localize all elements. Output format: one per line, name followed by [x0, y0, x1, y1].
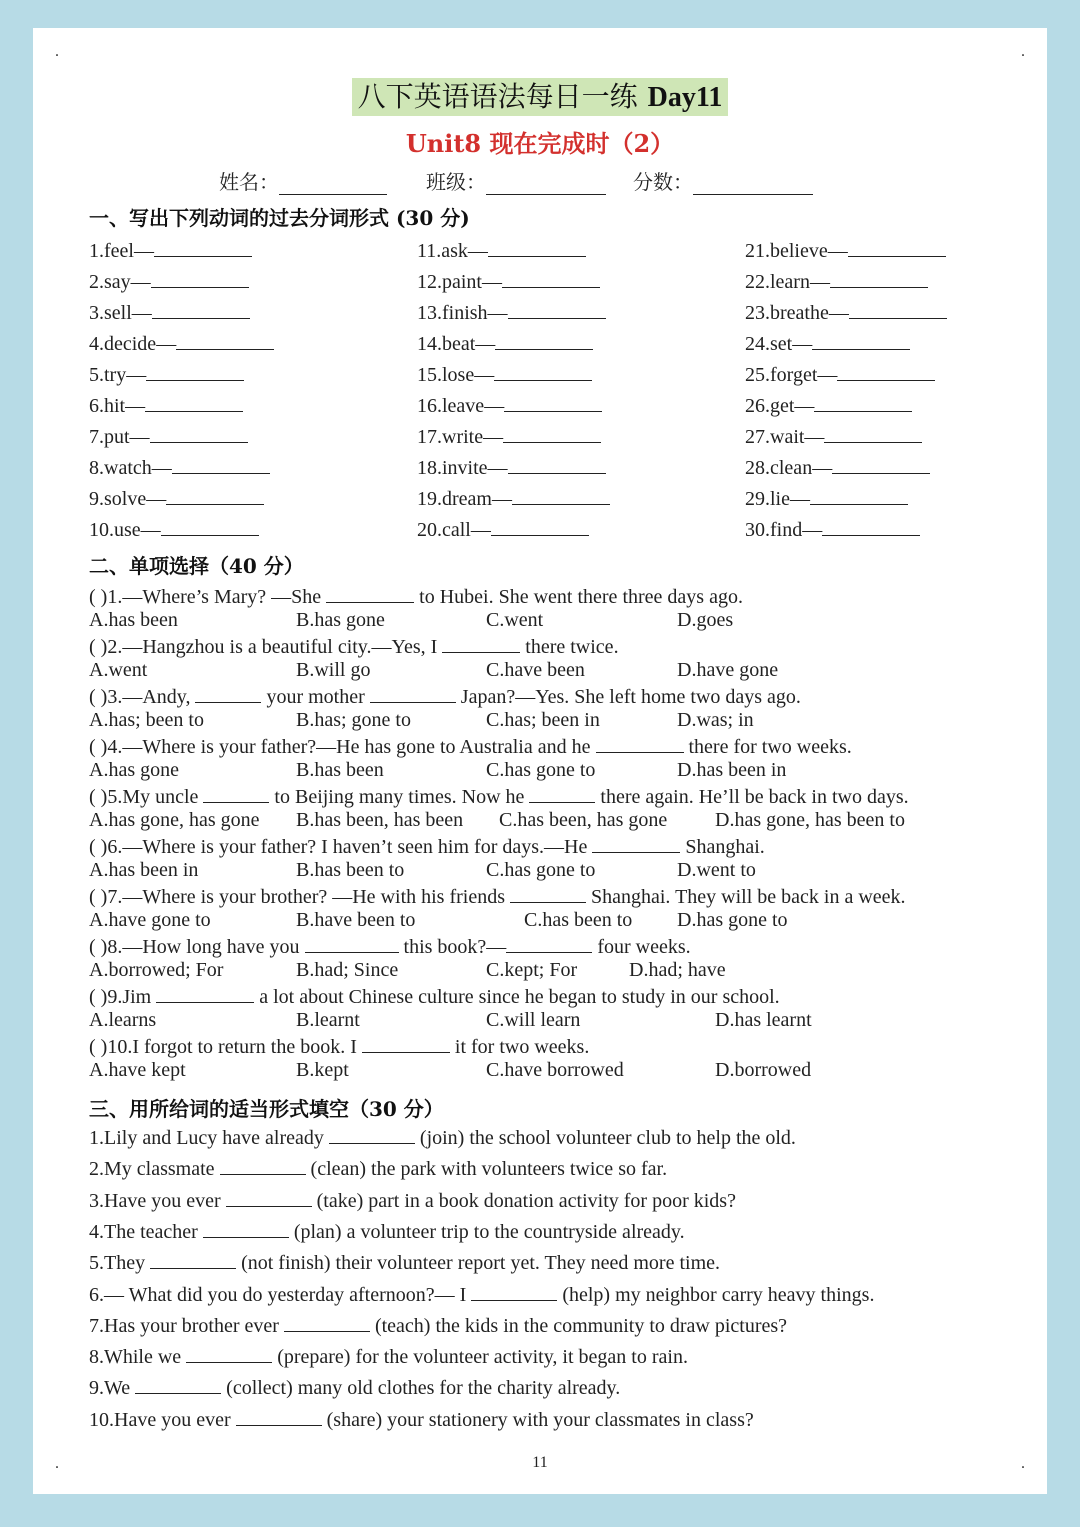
- question-text: ( )8.—How long have you: [89, 936, 305, 958]
- verb-item: [417, 299, 606, 326]
- question-row: [89, 883, 906, 910]
- answer-option[interactable]: C.has; been in: [486, 709, 600, 731]
- score-field[interactable]: [633, 166, 813, 194]
- verb-label: 9.solve—: [89, 488, 167, 510]
- question-text: Shanghai.: [680, 836, 765, 858]
- corner-dot: .: [1021, 1455, 1025, 1472]
- verb-item: [417, 330, 593, 357]
- question-row: [89, 783, 909, 810]
- verb-item: [417, 361, 592, 388]
- answer-option[interactable]: B.has been to: [296, 859, 405, 881]
- answer-blank[interactable]: [812, 330, 910, 350]
- answer-option[interactable]: A.learns: [89, 1009, 157, 1031]
- answer-blank[interactable]: [504, 392, 602, 412]
- answer-option[interactable]: D.went to: [677, 859, 756, 881]
- question-row: [89, 833, 765, 860]
- verb-item: [745, 516, 920, 543]
- fill-in-text: (teach) the kids in the community to draw pictures?: [369, 1314, 788, 1337]
- verb-label: 22.learn—: [745, 271, 830, 293]
- verb-item: [89, 237, 252, 264]
- fill-in-row: [89, 1249, 720, 1277]
- verb-label: 5.try—: [89, 364, 147, 386]
- answer-option[interactable]: C.has gone to: [486, 859, 596, 881]
- question-row: [89, 733, 852, 760]
- verb-item: [89, 330, 274, 357]
- answer-blank[interactable]: [848, 237, 946, 257]
- corner-dot: .: [1021, 43, 1025, 60]
- verb-label: 4.decide—: [89, 333, 177, 355]
- fill-in-text: 6.— What did you do yesterday afternoon?— I: [89, 1283, 472, 1306]
- verb-label: 13.finish—: [417, 302, 508, 324]
- verb-item: [89, 516, 259, 543]
- answer-option[interactable]: C.has gone to: [486, 759, 596, 781]
- question-text: ( )9.Jim: [89, 986, 157, 1008]
- answer-blank[interactable]: [508, 454, 606, 474]
- question-text: ( )5.My uncle: [89, 786, 204, 808]
- answer-blank[interactable]: [135, 1374, 221, 1394]
- title-day: Day11: [647, 82, 723, 113]
- fill-in-text: 3.Have you ever: [89, 1189, 226, 1212]
- verb-item: [417, 516, 589, 543]
- question-text: ( )3.—Andy,: [89, 686, 196, 708]
- fill-in-text: (collect) many old clothes for the charity already.: [221, 1377, 621, 1400]
- answer-blank[interactable]: [503, 423, 601, 443]
- question-text: Shanghai. They will be back in a week.: [586, 886, 906, 908]
- question-text: to Hubei. She went there three days ago.: [414, 586, 743, 608]
- answer-option[interactable]: C.has been, has gone: [499, 809, 668, 831]
- corner-dot: .: [55, 43, 59, 60]
- answer-option[interactable]: A.has gone, has gone: [89, 809, 260, 831]
- verb-item: [89, 454, 270, 481]
- verb-label: 3.sell—: [89, 302, 152, 324]
- answer-option[interactable]: B.learnt: [296, 1009, 360, 1031]
- answer-blank[interactable]: [491, 516, 589, 536]
- verb-item: [417, 485, 610, 512]
- answer-blank[interactable]: [151, 268, 249, 288]
- fill-in-text: 5.They: [89, 1252, 151, 1275]
- fill-in-text: (clean) the park with volunteers twice so far.: [305, 1158, 668, 1181]
- page-title: [352, 78, 729, 116]
- answer-blank[interactable]: [220, 1155, 306, 1175]
- answer-blank[interactable]: [362, 1033, 450, 1053]
- question-row: [89, 933, 691, 960]
- fill-in-text: 2.My classmate: [89, 1158, 220, 1181]
- section3-title: 三、用所给词的适当形式填空（30 分）: [89, 1097, 444, 1121]
- answer-option[interactable]: D.had; have: [629, 959, 726, 981]
- verb-item: [89, 423, 248, 450]
- score-label: 分数：: [633, 170, 693, 194]
- answer-blank[interactable]: [150, 1249, 236, 1269]
- answer-blank[interactable]: [506, 933, 592, 953]
- answer-blank[interactable]: [176, 330, 274, 350]
- verb-label: 14.beat—: [417, 333, 496, 355]
- verb-label: 30.find—: [745, 519, 823, 541]
- answer-blank[interactable]: [488, 237, 586, 257]
- answer-blank[interactable]: [195, 683, 261, 703]
- fill-in-text: 10.Have you ever: [89, 1408, 236, 1431]
- answer-option[interactable]: A.has; been to: [89, 709, 204, 731]
- answer-option[interactable]: A.have kept: [89, 1059, 186, 1081]
- fill-in-text: (help) my neighbor carry heavy things.: [557, 1283, 875, 1306]
- worksheet-page: [33, 28, 1047, 1494]
- fill-in-row: [89, 1218, 685, 1246]
- fill-in-row: [89, 1281, 874, 1309]
- answer-option[interactable]: C.will learn: [486, 1009, 581, 1031]
- answer-option[interactable]: D.borrowed: [715, 1059, 812, 1081]
- answer-option[interactable]: C.has been to: [524, 909, 633, 931]
- answer-blank[interactable]: [370, 683, 456, 703]
- answer-option[interactable]: D.has gone to: [677, 909, 788, 931]
- verb-label: 25.forget—: [745, 364, 838, 386]
- question-text: Japan?—Yes. She left home two days ago.: [455, 686, 801, 708]
- fill-in-text: 7.Has your brother ever: [89, 1314, 284, 1337]
- page-number: 11: [532, 1454, 548, 1471]
- answer-blank[interactable]: [154, 237, 252, 257]
- question-text: four weeks.: [592, 936, 691, 958]
- answer-blank[interactable]: [161, 516, 259, 536]
- fill-in-row: [89, 1155, 667, 1183]
- fill-in-row: [89, 1124, 796, 1152]
- answer-blank[interactable]: [502, 268, 600, 288]
- answer-option[interactable]: B.kept: [296, 1059, 349, 1081]
- verb-item: [417, 392, 602, 419]
- verb-label: 1.feel—: [89, 240, 154, 262]
- verb-label: 18.invite—: [417, 457, 508, 479]
- verb-label: 27.wait—: [745, 426, 825, 448]
- answer-option[interactable]: D.has learnt: [715, 1009, 812, 1031]
- verb-label: 17.write—: [417, 426, 504, 448]
- name-label: 姓名：: [219, 170, 279, 194]
- verb-item: [745, 392, 912, 419]
- verb-label: 29.lie—: [745, 488, 810, 510]
- verb-item: [417, 454, 606, 481]
- fill-in-text: (plan) a volunteer trip to the countryside already.: [288, 1220, 685, 1243]
- answer-blank[interactable]: [150, 423, 248, 443]
- answer-blank[interactable]: [471, 1281, 557, 1301]
- fill-in-text: (take) part in a book donation activity for poor kids?: [311, 1189, 736, 1212]
- answer-option[interactable]: A.has gone: [89, 759, 179, 781]
- answer-blank[interactable]: [226, 1187, 312, 1207]
- fill-in-text: 8.While we: [89, 1346, 187, 1369]
- question-text: a lot about Chinese culture since he began to study in our school.: [254, 986, 780, 1008]
- answer-option[interactable]: D.was; in: [677, 709, 754, 731]
- answer-option[interactable]: D.has been in: [677, 759, 787, 781]
- fill-in-text: 9.We: [89, 1377, 136, 1400]
- answer-option[interactable]: A.has been in: [89, 859, 199, 881]
- verb-label: 26.get—: [745, 395, 815, 417]
- answer-blank[interactable]: [495, 330, 593, 350]
- answer-option[interactable]: A.went: [89, 659, 148, 681]
- verb-item: [745, 268, 928, 295]
- answer-blank[interactable]: [508, 299, 606, 319]
- answer-option[interactable]: C.kept; For: [486, 959, 578, 981]
- fill-in-row: [89, 1343, 688, 1371]
- verb-item: [745, 299, 947, 326]
- verb-label: 7.put—: [89, 426, 150, 448]
- answer-option[interactable]: D.has gone, has been to: [715, 809, 905, 831]
- answer-option[interactable]: B.will go: [296, 659, 371, 681]
- fill-in-text: 4.The teacher: [89, 1220, 203, 1243]
- answer-option[interactable]: D.have gone: [677, 659, 779, 681]
- question-text: it for two weeks.: [449, 1036, 590, 1058]
- section1-title: 一、写出下列动词的过去分词形式 (30 分): [89, 206, 470, 230]
- verb-label: 20.call—: [417, 519, 491, 541]
- answer-blank[interactable]: [442, 633, 520, 653]
- answer-blank[interactable]: [810, 485, 908, 505]
- answer-option[interactable]: C.went: [486, 609, 544, 631]
- verb-item: [89, 361, 244, 388]
- fill-in-text: (not finish) their volunteer report yet. They need more time.: [236, 1252, 721, 1275]
- question-row: [89, 683, 801, 710]
- answer-blank[interactable]: [156, 983, 254, 1003]
- question-text: ( )2.—Hangzhou is a beautiful city.—Yes, I: [89, 636, 443, 658]
- class-blank[interactable]: [486, 173, 606, 195]
- answer-blank[interactable]: [284, 1312, 370, 1332]
- answer-blank[interactable]: [326, 583, 414, 603]
- answer-option[interactable]: A.has been: [89, 609, 178, 631]
- question-row: [89, 583, 743, 610]
- verb-item: [417, 237, 586, 264]
- verb-label: 8.watch—: [89, 457, 172, 479]
- answer-blank[interactable]: [849, 299, 947, 319]
- answer-blank[interactable]: [837, 361, 935, 381]
- answer-blank[interactable]: [592, 833, 680, 853]
- answer-blank[interactable]: [152, 299, 250, 319]
- verb-label: 24.set—: [745, 333, 813, 355]
- answer-blank[interactable]: [146, 361, 244, 381]
- verb-label: 6.hit—: [89, 395, 146, 417]
- question-text: ( )6.—Where is your father? I haven’t seen him for days.—He: [89, 836, 593, 858]
- verb-item: [89, 299, 250, 326]
- question-text: ( )4.—Where is your father?—He has gone to Australia and he: [89, 736, 596, 758]
- title-text: 八下英语语法每日一练: [357, 80, 638, 113]
- verb-label: 28.clean—: [745, 457, 833, 479]
- verb-label: 11.ask—: [417, 240, 488, 262]
- fill-in-text: 1.Lily and Lucy have already: [89, 1127, 329, 1149]
- verb-label: 16.leave—: [417, 395, 505, 417]
- fill-in-text: (prepare) for the volunteer activity, it began to rain.: [272, 1346, 688, 1369]
- answer-blank[interactable]: [236, 1406, 322, 1426]
- verb-label: 2.say—: [89, 271, 151, 293]
- verb-label: 12.paint—: [417, 271, 502, 293]
- answer-option[interactable]: B.has; gone to: [296, 709, 411, 731]
- answer-blank[interactable]: [305, 933, 399, 953]
- score-blank[interactable]: [693, 173, 813, 195]
- answer-option[interactable]: B.have been to: [296, 909, 416, 931]
- answer-blank[interactable]: [203, 1218, 289, 1238]
- fill-in-row: [89, 1406, 754, 1434]
- answer-blank[interactable]: [814, 392, 912, 412]
- question-row: [89, 983, 780, 1010]
- answer-blank[interactable]: [203, 783, 269, 803]
- question-row: [89, 1033, 589, 1060]
- answer-blank[interactable]: [166, 485, 264, 505]
- question-text: your mother: [261, 686, 370, 708]
- answer-blank[interactable]: [329, 1124, 415, 1144]
- answer-blank[interactable]: [494, 361, 592, 381]
- verb-item: [417, 268, 600, 295]
- answer-blank[interactable]: [596, 733, 684, 753]
- answer-option[interactable]: C.have been: [486, 659, 585, 681]
- answer-blank[interactable]: [512, 485, 610, 505]
- answer-blank[interactable]: [145, 392, 243, 412]
- fill-in-text: (share) your stationery with your classmates in class?: [321, 1408, 754, 1431]
- answer-blank[interactable]: [830, 268, 928, 288]
- name-field[interactable]: [219, 166, 387, 194]
- question-text: there twice.: [520, 636, 619, 658]
- answer-option[interactable]: D.goes: [677, 609, 734, 631]
- verb-item: [89, 392, 243, 419]
- verb-item: [89, 268, 249, 295]
- fill-in-row: [89, 1374, 620, 1402]
- fill-in-row: [89, 1187, 736, 1215]
- verb-label: 10.use—: [89, 519, 161, 541]
- answer-option[interactable]: B.has been, has been: [296, 809, 464, 831]
- answer-option[interactable]: C.have borrowed: [486, 1059, 624, 1081]
- title-bar: [33, 78, 1047, 116]
- answer-blank[interactable]: [172, 454, 270, 474]
- name-blank[interactable]: [279, 173, 387, 195]
- answer-option[interactable]: B.had; Since: [296, 959, 399, 981]
- answer-option[interactable]: A.have gone to: [89, 909, 211, 931]
- verb-item: [745, 454, 930, 481]
- verb-label: 23.breathe—: [745, 302, 849, 324]
- verb-item: [745, 237, 946, 264]
- section2-title: 二、单项选择（40 分）: [89, 554, 304, 578]
- page-subtitle: Unit8 现在完成时（2）: [405, 129, 675, 158]
- verb-item: [89, 485, 264, 512]
- answer-blank[interactable]: [186, 1343, 272, 1363]
- verb-item: [745, 423, 922, 450]
- fill-in-row: [89, 1312, 787, 1340]
- question-row: [89, 633, 619, 660]
- question-text: ( )7.—Where is your brother? —He with his friends: [89, 886, 510, 908]
- class-field[interactable]: [426, 166, 606, 194]
- question-text: this book?—: [398, 936, 507, 958]
- answer-option[interactable]: B.has been: [296, 759, 384, 781]
- question-text: ( )1.—Where’s Mary? —She: [89, 586, 327, 608]
- answer-blank[interactable]: [824, 423, 922, 443]
- fill-in-text: (join) the school volunteer club to help the old.: [414, 1127, 796, 1149]
- question-text: there again. He’ll be back in two days.: [595, 786, 909, 808]
- answer-blank[interactable]: [832, 454, 930, 474]
- question-text: ( )10.I forgot to return the book. I: [89, 1036, 362, 1058]
- verb-item: [745, 330, 910, 357]
- question-text: to Beijing many times. Now he: [269, 786, 530, 808]
- answer-blank[interactable]: [529, 783, 595, 803]
- verb-label: 15.lose—: [417, 364, 495, 386]
- answer-blank[interactable]: [822, 516, 920, 536]
- verb-label: 21.believe—: [745, 240, 848, 262]
- answer-option[interactable]: A.borrowed; For: [89, 959, 224, 981]
- answer-blank[interactable]: [510, 883, 586, 903]
- class-label: 班级：: [426, 170, 486, 194]
- verb-item: [745, 361, 935, 388]
- verb-item: [417, 423, 601, 450]
- corner-dot: .: [55, 1455, 59, 1472]
- verb-label: 19.dream—: [417, 488, 512, 510]
- verb-item: [745, 485, 908, 512]
- answer-option[interactable]: B.has gone: [296, 609, 385, 631]
- question-text: there for two weeks.: [683, 736, 852, 758]
